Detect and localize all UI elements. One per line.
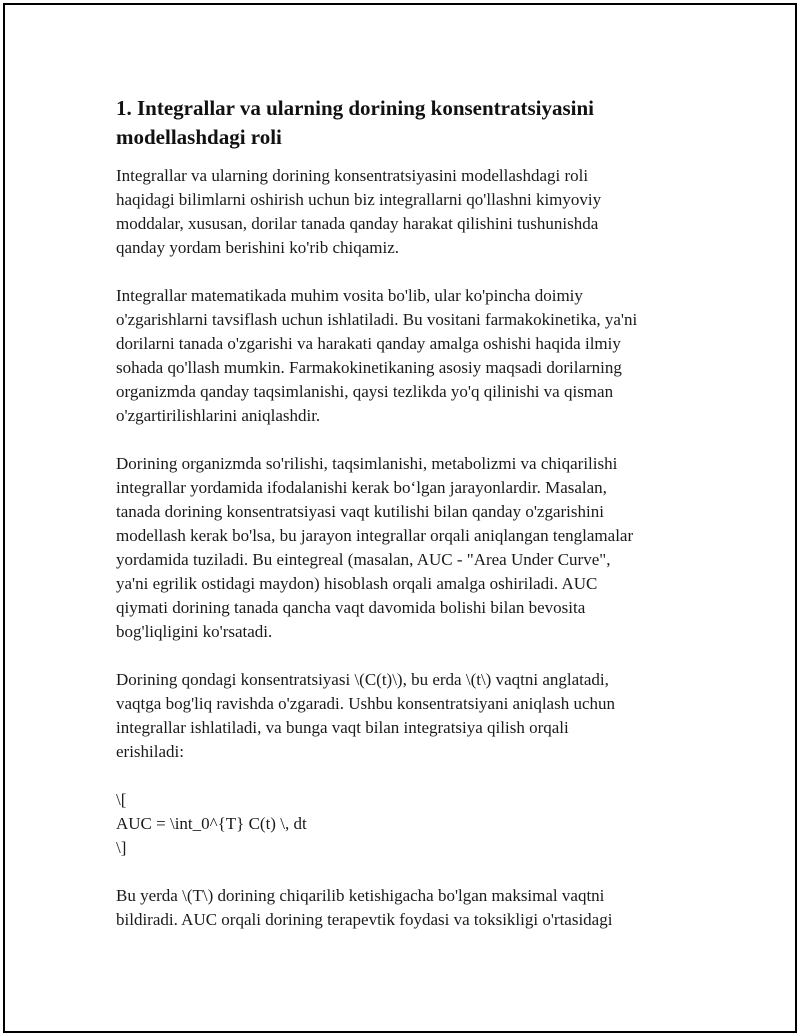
text-line: Bu yerda \(T\) dorining chiqarilib ketishigacha bo'lgan maksimal vaqtni [116, 886, 605, 905]
text-line: qanday yordam berishini ko'rib chiqamiz. [116, 238, 400, 257]
text-line: o'zgarishlarni tavsiflash uchun ishlatiladi. Bu vositani farmakokinetika, ya'ni [116, 310, 638, 329]
text-line: yordamida tuziladi. Bu eintegreal (masalan, AUC - "Area Under Curve", [116, 550, 611, 569]
text-line: haqidagi bilimlarni oshirish uchun biz integrallarni qo'llashni kimyoviy [116, 190, 602, 209]
formula-line: \[ [116, 790, 127, 809]
text-line: ya'ni egrilik ostidagi maydon) hisoblash orqali amalga oshiriladi. AUC [116, 574, 598, 593]
text-line: bog'liqligini ko'rsatadi. [116, 622, 273, 641]
text-line: Dorining qondagi konsentratsiyasi \(C(t)\), bu erda \(t\) vaqtni anglatadi, [116, 670, 609, 689]
text-line: o'zgartirilishlarini aniqlashdir. [116, 406, 321, 425]
text-line: organizmda qanday taqsimlanishi, qaysi tezlikda yo'q qilinishi va qisman [116, 382, 614, 401]
auc-formula [116, 788, 696, 860]
paragraph-intro [116, 164, 696, 260]
text-line: modellash kerak bo'lsa, bu jarayon integrallar orqali aniqlangan tenglamalar [116, 526, 634, 545]
paragraph-final [116, 884, 696, 932]
text-line: bildiradi. AUC orqali dorining terapevtik foydasi va toksikligi o'rtasidagi [116, 910, 613, 929]
text-line: Integrallar va ularning dorining konsentratsiyasini modellashdagi roli [116, 166, 589, 185]
text-line: vaqtga bog'liq ravishda o'zgaradi. Ushbu konsentratsiyani aniqlash uchun [116, 694, 616, 713]
text-line: Integrallar matematikada muhim vosita bo'lib, ular ko'pincha doimiy [116, 286, 583, 305]
document-body [116, 94, 696, 956]
text-line: integrallar ishlatiladi, va bunga vaqt bilan integratsiya qilish orqali [116, 718, 569, 737]
heading-line: modellashdagi roli [116, 125, 282, 149]
paragraph-auc [116, 452, 696, 644]
heading-line: 1. Integrallar va ularning dorining konsentratsiyasini [116, 96, 595, 120]
text-line: tanada dorining konsentratsiyasi vaqt kutilishi bilan qanday o'zgarishini [116, 502, 604, 521]
section-heading [116, 94, 696, 152]
formula-line: AUC = \int_0^{T} C(t) \, dt [116, 814, 307, 833]
formula-line: \] [116, 838, 127, 857]
text-line: dorilarni tanada o'zgarishi va harakati qanday amalga oshishi haqida ilmiy [116, 334, 621, 353]
text-line: erishiladi: [116, 742, 184, 761]
paragraph-concentration [116, 668, 696, 764]
text-line: integrallar yordamida ifodalanishi kerak bo‘lgan jarayonlardir. Masalan, [116, 478, 607, 497]
text-line: sohada qo'llash mumkin. Farmakokinetikaning asosiy maqsadi dorilarning [116, 358, 622, 377]
paragraph-pharmacokinetics [116, 284, 696, 428]
text-line: qiymati dorining tanada qancha vaqt davomida bolishi bilan bevosita [116, 598, 586, 617]
text-line: moddalar, xususan, dorilar tanada qanday harakat qilishini tushunishda [116, 214, 599, 233]
text-line: Dorining organizmda so'rilishi, taqsimlanishi, metabolizmi va chiqarilishi [116, 454, 618, 473]
